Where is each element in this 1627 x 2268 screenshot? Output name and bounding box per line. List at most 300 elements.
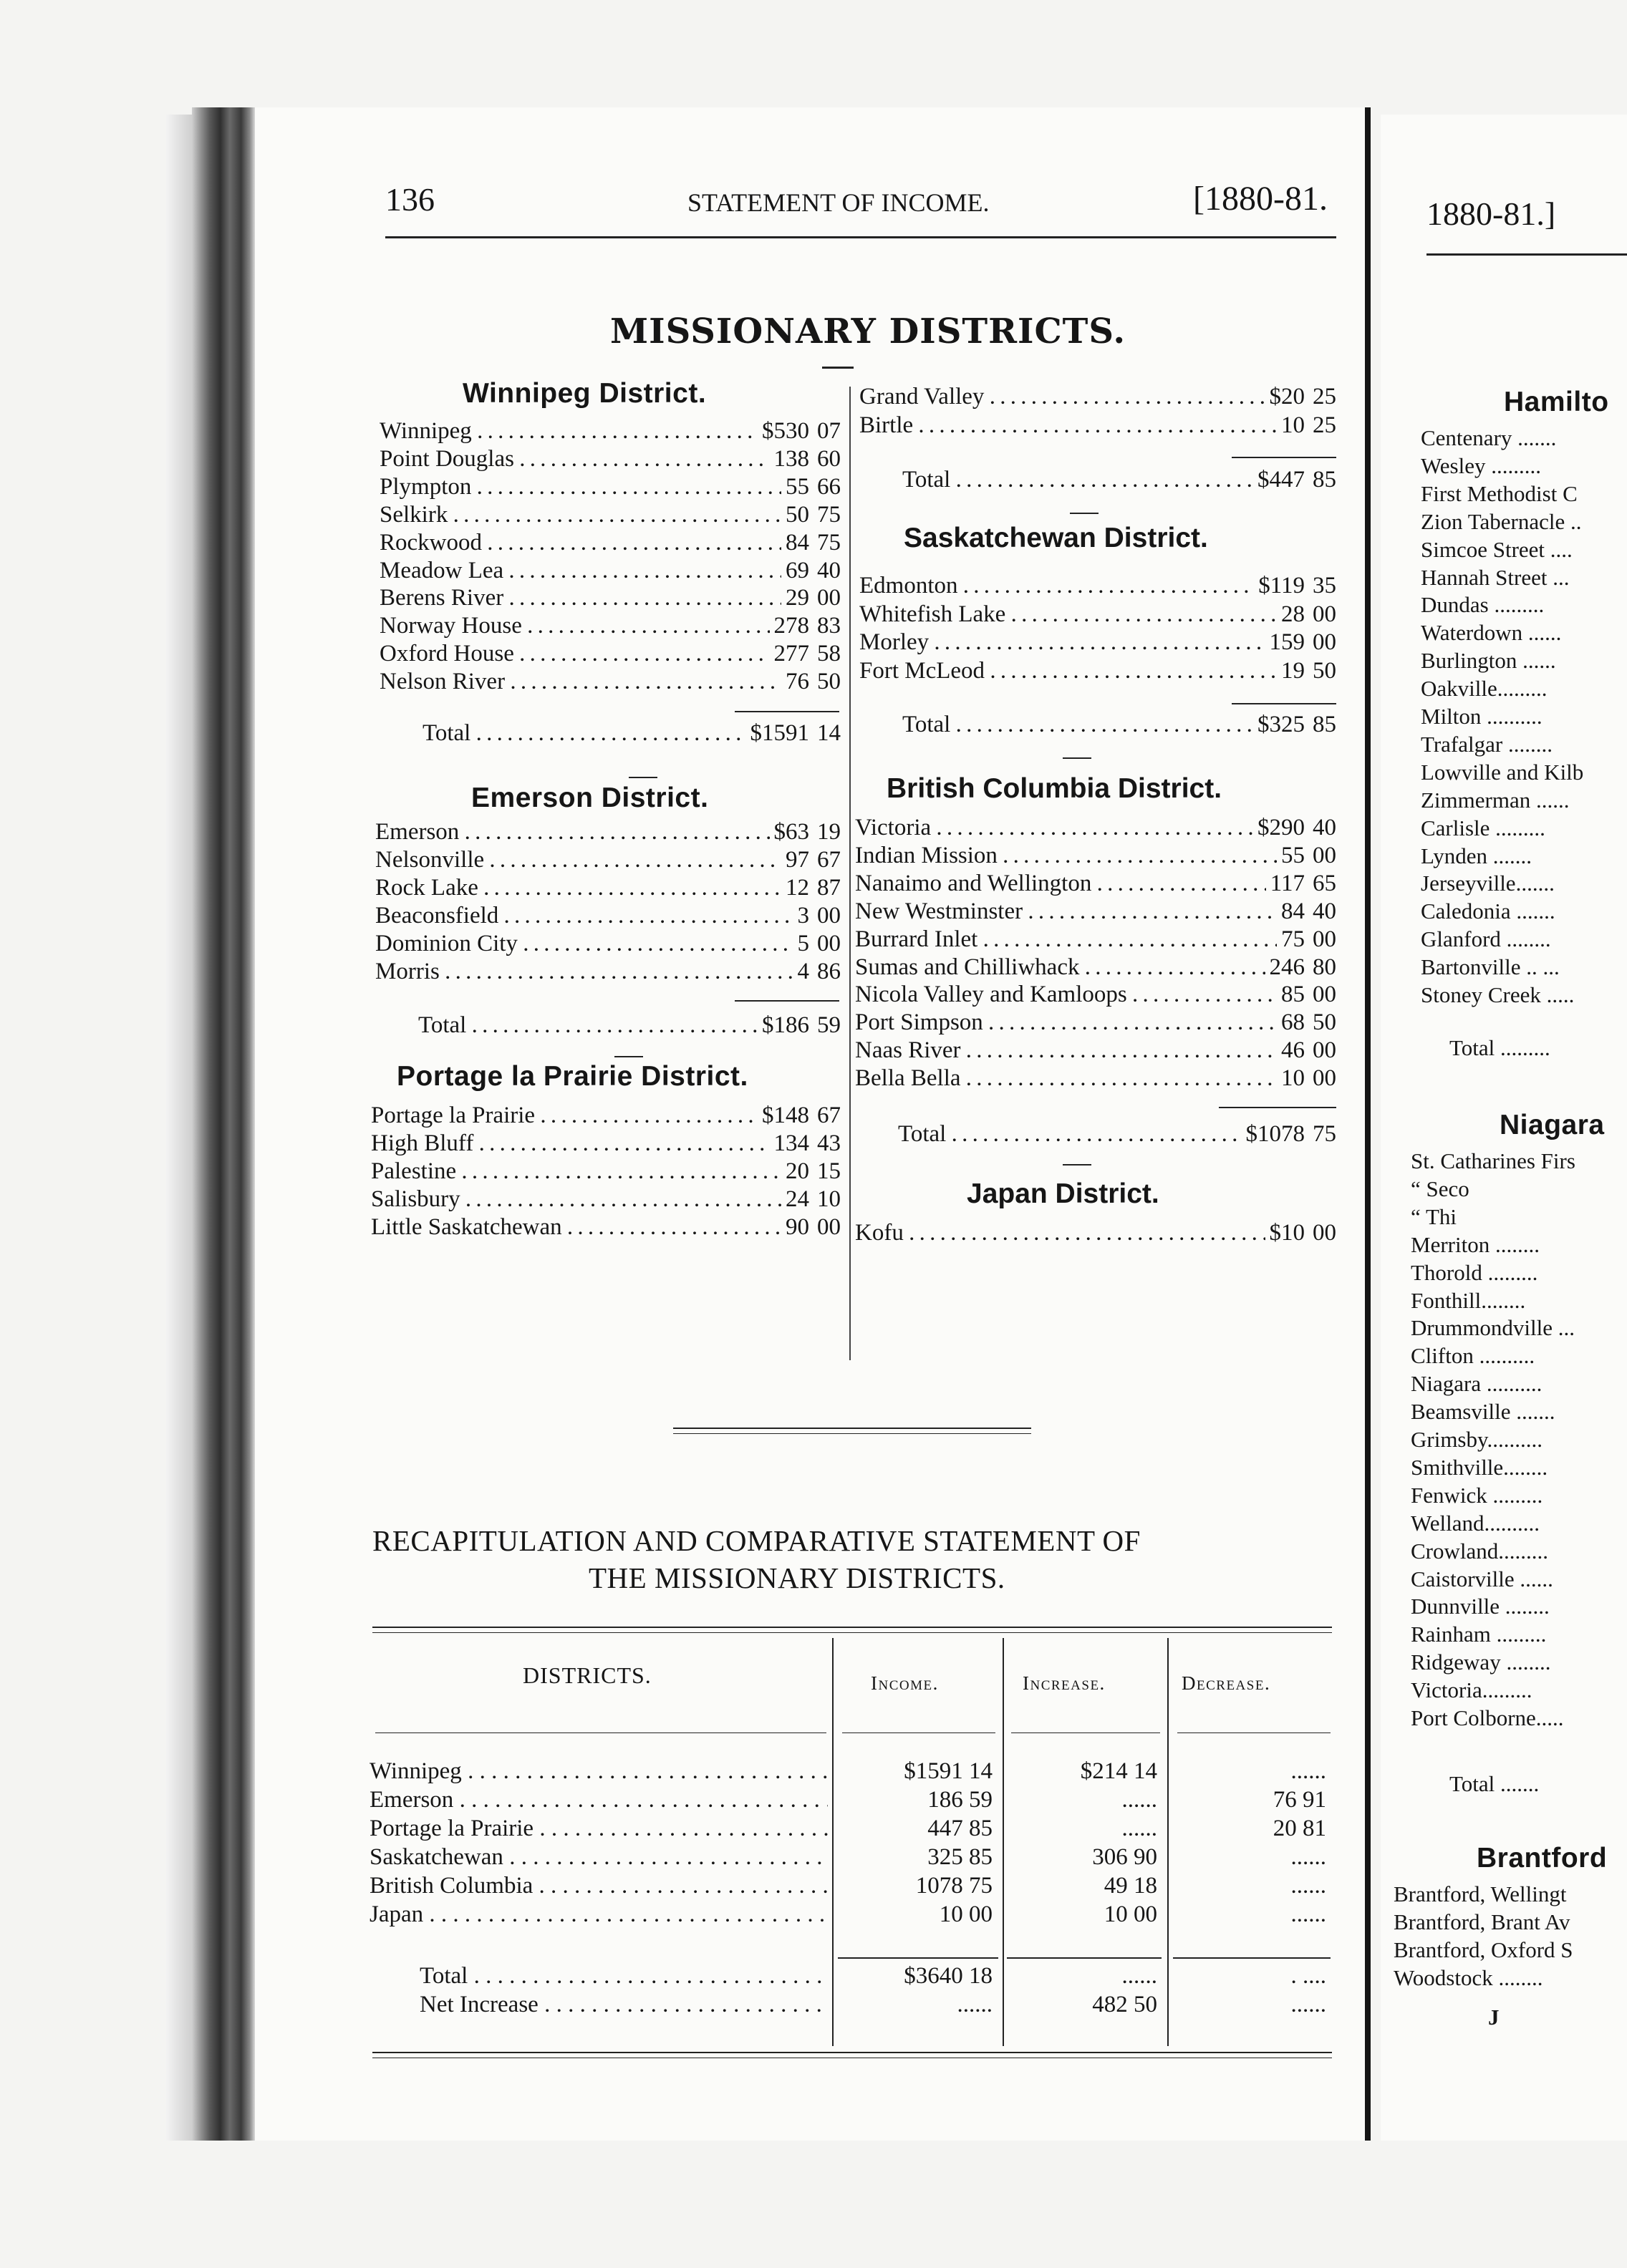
total-rule — [735, 1000, 839, 1002]
total-row — [859, 710, 1336, 739]
amount-cents: 86 — [817, 958, 841, 984]
district-separator — [1063, 757, 1091, 759]
item-name: Indian Mission . . . — [855, 841, 1336, 870]
amount-dollars: $1078 — [1245, 1121, 1305, 1147]
amount-dollars: 97 — [786, 846, 809, 873]
amount-dollars: 10 — [1281, 412, 1305, 438]
list-item: Oakville......... — [1421, 676, 1548, 702]
item-amount — [1277, 925, 1336, 954]
item-amount — [781, 556, 841, 585]
amount-dollars: 84 — [786, 529, 809, 556]
item-amount — [1277, 600, 1336, 629]
amount-dollars: 28 — [1281, 601, 1305, 627]
list-item — [380, 583, 841, 612]
amount-cents: 35 — [1313, 573, 1336, 598]
item-amount — [1277, 841, 1336, 870]
item-amount — [1265, 382, 1337, 411]
list-item: Thorold ......... — [1411, 1259, 1538, 1285]
column-divider — [849, 387, 851, 1360]
amount-dollars: $325 — [1257, 712, 1305, 737]
amount-dollars: 138 — [773, 445, 809, 472]
table-col-rule — [1167, 1638, 1169, 2046]
running-year: [1880-81. — [1193, 180, 1328, 218]
page-title: MISSIONARY DISTRICTS. — [610, 311, 1126, 352]
list-item — [375, 957, 841, 986]
district-heading-winnipeg: Winnipeg District. — [463, 378, 707, 409]
district-heading-japan: Japan District. — [967, 1178, 1159, 1209]
item-name: Winnipeg . . . — [380, 417, 841, 445]
list-item: Centenary ....... — [1421, 425, 1557, 450]
list-item: Brantford, Wellingt — [1394, 1881, 1567, 1906]
table-rule-top — [372, 1632, 1332, 1633]
recap-increase-cell: ...... — [1121, 1816, 1157, 1841]
amount-cents: 87 — [817, 874, 841, 901]
income-total-rule — [838, 1957, 998, 1959]
right-header-rule — [1426, 253, 1627, 256]
item-amount — [758, 1101, 841, 1130]
item-name: Emerson . . . — [375, 818, 841, 846]
amount-cents: 50 — [817, 669, 841, 695]
item-name: Rockwood . . . — [380, 528, 841, 557]
amount-dollars: 278 — [773, 613, 809, 639]
niagara-total: Total ....... — [1449, 1771, 1540, 1796]
item-amount — [1277, 897, 1336, 926]
amount-dollars: 12 — [786, 874, 809, 901]
right-heading-hamilton: Hamilto — [1504, 387, 1609, 417]
item-name: Port Simpson . . . — [855, 1008, 1336, 1037]
amount-cents: 50 — [1313, 657, 1336, 684]
item-amount — [793, 929, 841, 958]
amount-cents: 00 — [1313, 1220, 1336, 1246]
amount-cents: 00 — [1313, 982, 1336, 1008]
amount-dollars: $119 — [1258, 573, 1305, 598]
list-item — [855, 953, 1336, 982]
list-item: Waterdown ...... — [1421, 620, 1562, 646]
amount-cents: 67 — [817, 1102, 841, 1128]
item-name: Morley . . . — [859, 628, 1336, 656]
amount-dollars: $1591 — [750, 720, 809, 746]
list-item — [859, 411, 1336, 440]
list-item — [380, 611, 841, 640]
recap-district-name: Net Increase . . . — [420, 1990, 828, 2019]
item-name: Morris . . . — [375, 957, 841, 986]
amount-cents: 00 — [817, 902, 841, 929]
list-item: Carlisle ......... — [1421, 815, 1545, 840]
list-item — [380, 556, 841, 585]
recap-district-name: British Columbia . . . — [370, 1871, 828, 1900]
decrease-total-rule — [1173, 1957, 1331, 1959]
list-item: Victoria......... — [1411, 1677, 1532, 1703]
amount-dollars: $290 — [1257, 815, 1305, 840]
recap-district-name: Total . . . — [420, 1962, 828, 1990]
amount-cents: 00 — [1313, 629, 1336, 655]
amount-cents: 85 — [1313, 467, 1336, 493]
list-item: Drummondville ... — [1411, 1315, 1575, 1341]
item-amount — [781, 873, 841, 902]
recap-increase-cell: ...... — [1121, 1787, 1157, 1813]
recap-increase-cell: 10 00 — [1104, 1901, 1157, 1927]
item-amount — [770, 445, 841, 473]
amount-cents: 00 — [1313, 601, 1336, 627]
item-name: Edmonton . . . — [859, 571, 1336, 600]
amount-dollars: 19 — [1281, 657, 1305, 684]
amount-cents: 00 — [817, 1213, 841, 1240]
table-rule-top — [372, 1627, 1332, 1628]
list-item: Simcoe Street .... — [1421, 536, 1573, 562]
amount-cents: 15 — [817, 1158, 841, 1184]
item-name: Oxford House . . . — [380, 639, 841, 668]
amount-cents: 25 — [1313, 384, 1336, 410]
list-item — [371, 1101, 841, 1130]
amount-cents: 83 — [817, 613, 841, 639]
total-row — [380, 719, 841, 747]
header-underline — [842, 1732, 995, 1733]
district-heading-british-columbia: British Columbia District. — [887, 773, 1222, 804]
amount-cents: 00 — [817, 585, 841, 611]
item-name: Bella Bella . . . — [855, 1064, 1336, 1092]
recap-district-name: Emerson . . . — [370, 1785, 828, 1814]
district-separator — [1063, 1164, 1091, 1166]
amount-cents: 60 — [817, 445, 841, 472]
item-name: High Bluff . . . — [371, 1129, 841, 1158]
amount-cents: 00 — [1313, 926, 1336, 952]
list-item — [859, 571, 1336, 600]
amount-dollars: 85 — [1281, 982, 1305, 1008]
amount-dollars: 55 — [1281, 842, 1305, 868]
amount-dollars: 50 — [786, 501, 809, 528]
list-item — [855, 925, 1336, 954]
item-name: Kofu . . . — [855, 1218, 1336, 1247]
list-item — [380, 528, 841, 557]
list-item: Dundas ......... — [1421, 592, 1545, 618]
item-amount — [1277, 1064, 1336, 1092]
list-item — [375, 873, 841, 902]
item-amount — [781, 1213, 841, 1241]
right-page — [1381, 115, 1627, 2141]
col-header-increase: Increase. — [1023, 1672, 1106, 1694]
list-item: Burlington ...... — [1421, 648, 1556, 674]
header-underline — [1011, 1732, 1160, 1733]
list-item: Ridgeway ........ — [1411, 1649, 1551, 1675]
recap-decrease-cell: ...... — [1290, 1758, 1326, 1784]
item-name: Total . . . — [898, 1120, 1336, 1148]
item-name: New Westminster . . . — [855, 897, 1336, 926]
item-name: Salisbury . . . — [371, 1185, 841, 1213]
total-rule — [1219, 1107, 1336, 1108]
recap-increase-cell: 482 50 — [1092, 1992, 1157, 2017]
recap-increase-cell: 306 90 — [1092, 1844, 1157, 1870]
item-amount — [1277, 411, 1336, 440]
page-number: 136 — [385, 181, 435, 218]
col-header-districts: DISTRICTS. — [523, 1662, 652, 1688]
recap-income-cell: 325 85 — [927, 1844, 993, 1870]
running-title: STATEMENT OF INCOME. — [687, 188, 990, 217]
list-item — [855, 1036, 1336, 1065]
recap-income-cell: $1591 14 — [904, 1758, 993, 1784]
list-item — [371, 1213, 841, 1241]
amount-cents: 19 — [817, 819, 841, 845]
item-name: Portage la Prairie . . . — [371, 1101, 841, 1130]
list-item: Woodstock ........ — [1394, 1964, 1543, 1990]
list-item — [859, 600, 1336, 629]
list-item: Fonthill........ — [1411, 1287, 1526, 1313]
item-name: Little Saskatchewan . . . — [371, 1213, 841, 1241]
item-name: Naas River . . . — [855, 1036, 1336, 1065]
list-item — [371, 1129, 841, 1158]
list-item — [855, 980, 1336, 1009]
list-item — [380, 417, 841, 445]
amount-cents: 00 — [1313, 1065, 1336, 1092]
book-page-edges — [166, 115, 192, 2141]
amount-cents: 85 — [1313, 712, 1336, 737]
district-heading-saskatchewan: Saskatchewan District. — [904, 523, 1208, 553]
amount-cents: 40 — [817, 557, 841, 583]
item-amount — [770, 639, 841, 668]
recap-income-cell: 186 59 — [927, 1787, 993, 1813]
recap-title-line2: THE MISSIONARY DISTRICTS. — [589, 1561, 1005, 1594]
amount-dollars: 277 — [773, 641, 809, 667]
amount-cents: 14 — [817, 720, 841, 746]
amount-dollars: $186 — [762, 1012, 809, 1038]
list-item — [855, 841, 1336, 870]
amount-dollars: 10 — [1281, 1065, 1305, 1092]
amount-dollars: 159 — [1269, 629, 1305, 655]
amount-cents: 80 — [1313, 954, 1336, 980]
item-amount — [1242, 1120, 1337, 1148]
item-name: Point Douglas . . . — [380, 445, 841, 473]
list-item — [380, 445, 841, 473]
list-item — [380, 472, 841, 501]
list-item: Brantford, Oxford S — [1394, 1937, 1573, 1962]
amount-cents: 40 — [1313, 815, 1336, 840]
item-amount — [758, 1011, 841, 1040]
section-rule — [673, 1428, 1031, 1429]
list-item — [855, 1008, 1336, 1037]
list-item: Smithville........ — [1411, 1454, 1548, 1480]
list-item — [380, 500, 841, 529]
list-item: Niagara .......... — [1411, 1371, 1542, 1397]
amount-dollars: 84 — [1281, 898, 1305, 924]
amount-dollars: $148 — [762, 1102, 809, 1128]
list-item: Brantford, Brant Av — [1394, 1909, 1570, 1934]
item-amount — [781, 667, 841, 696]
list-item: First Methodist C — [1421, 480, 1578, 506]
table-rule-bottom — [372, 2052, 1332, 2053]
item-name: Sumas and Chilliwhack . . . — [855, 953, 1336, 982]
table-col-rule — [832, 1638, 834, 2046]
item-amount — [1265, 628, 1337, 656]
list-item: “ Thi — [1411, 1203, 1457, 1229]
list-item: Lynden ....... — [1421, 843, 1532, 868]
district-separator — [1070, 513, 1099, 514]
left-page — [255, 107, 1371, 2141]
amount-cents: 50 — [1313, 1009, 1336, 1036]
item-name: Plympton . . . — [380, 472, 841, 501]
list-item — [855, 869, 1336, 898]
district-heading-emerson: Emerson District. — [471, 782, 709, 813]
list-item: Dunnville ........ — [1411, 1594, 1550, 1619]
amount-dollars: 246 — [1269, 954, 1305, 980]
item-amount — [758, 417, 841, 445]
item-amount — [793, 901, 841, 930]
item-name: Nicola Valley and Kamloops . . . — [855, 980, 1336, 1009]
item-amount — [1254, 571, 1336, 600]
list-item — [371, 1157, 841, 1186]
amount-dollars: 90 — [786, 1213, 809, 1240]
list-item — [855, 813, 1336, 842]
amount-cents: 43 — [817, 1130, 841, 1156]
list-item — [855, 1064, 1336, 1092]
item-amount — [770, 1129, 841, 1158]
list-item: “ Seco — [1411, 1176, 1469, 1201]
header-underline — [375, 1732, 826, 1733]
amount-dollars: 24 — [786, 1186, 809, 1212]
list-item: Grimsby.......... — [1411, 1427, 1542, 1452]
list-item: Trafalgar ........ — [1421, 731, 1553, 757]
total-rule — [1232, 703, 1336, 704]
item-name: Berens River . . . — [380, 583, 841, 612]
amount-dollars: 5 — [797, 930, 809, 956]
page-running-head — [385, 180, 435, 218]
section-rule — [673, 1433, 1031, 1434]
item-name: Palestine . . . — [371, 1157, 841, 1186]
item-name: Dominion City . . . — [375, 929, 841, 958]
amount-dollars: 4 — [797, 958, 809, 984]
item-name: Total . . . — [902, 465, 1336, 494]
item-amount — [781, 845, 841, 874]
recap-decrease-cell: ...... — [1290, 1901, 1326, 1927]
item-amount — [1253, 465, 1336, 494]
item-name: Nelson River . . . — [380, 667, 841, 696]
recap-income-cell: ...... — [957, 1992, 993, 2017]
list-item: Glanford ........ — [1421, 926, 1551, 952]
list-item — [859, 656, 1336, 685]
item-amount — [770, 818, 841, 846]
list-item: Clifton .......... — [1411, 1343, 1535, 1369]
title-rule — [822, 367, 854, 369]
amount-cents: 07 — [817, 418, 841, 444]
amount-dollars: 134 — [773, 1130, 809, 1156]
list-item: Stoney Creek ..... — [1421, 982, 1575, 1007]
item-amount — [1266, 869, 1336, 898]
item-amount — [781, 500, 841, 529]
recap-title-line1: RECAPITULATION AND COMPARATIVE STATEMENT OF — [372, 1524, 1141, 1557]
recap-increase-cell: ...... — [1121, 1963, 1157, 1989]
item-name: Victoria . . . — [855, 813, 1336, 842]
list-item: Welland.......... — [1411, 1510, 1540, 1536]
recap-decrease-cell: ...... — [1290, 1992, 1326, 2017]
item-amount — [1277, 1036, 1336, 1065]
recap-increase-cell: 49 18 — [1104, 1873, 1157, 1899]
item-name: Total . . . — [418, 1011, 841, 1040]
list-item — [380, 639, 841, 668]
amount-cents: 75 — [817, 529, 841, 556]
item-name: Birtle . . . — [859, 411, 1336, 440]
item-amount — [781, 1157, 841, 1186]
item-name: Total . . . — [423, 719, 841, 747]
list-item — [855, 897, 1336, 926]
amount-dollars: 76 — [786, 669, 809, 695]
amount-dollars: 55 — [786, 473, 809, 500]
recap-district-name: Japan . . . — [370, 1900, 828, 1929]
amount-dollars: 68 — [1281, 1009, 1305, 1036]
item-amount — [1277, 656, 1336, 685]
recap-decrease-cell: ...... — [1290, 1873, 1326, 1899]
item-amount — [781, 1185, 841, 1213]
header-rule — [385, 236, 1336, 238]
amount-cents: 67 — [817, 846, 841, 873]
amount-cents: 00 — [1313, 842, 1336, 868]
item-amount — [1265, 953, 1337, 982]
list-item — [855, 1218, 1336, 1247]
right-page-year: 1880-81.] — [1426, 195, 1556, 232]
increase-total-rule — [1007, 1957, 1162, 1959]
recap-decrease-cell: 20 81 — [1273, 1816, 1326, 1841]
book-spine — [192, 107, 255, 2141]
amount-dollars: $20 — [1269, 384, 1305, 410]
list-item: Fenwick ......... — [1411, 1482, 1543, 1508]
list-item: Zion Tabernacle .. — [1421, 508, 1582, 534]
item-name: Beaconsfield . . . — [375, 901, 841, 930]
list-item — [375, 901, 841, 930]
item-amount — [1265, 1218, 1337, 1247]
list-item: Caledonia ....... — [1421, 898, 1555, 924]
item-name: Total . . . — [902, 710, 1336, 739]
item-amount — [1253, 710, 1336, 739]
amount-cents: 58 — [817, 641, 841, 667]
district-separator — [614, 1056, 643, 1057]
col-header-decrease: Decrease. — [1182, 1672, 1271, 1694]
item-amount — [746, 719, 841, 747]
item-amount — [781, 472, 841, 501]
list-item: Wesley ......... — [1421, 452, 1541, 478]
item-amount — [1253, 813, 1336, 842]
recap-income-cell: $3640 18 — [904, 1963, 993, 1989]
total-row — [859, 465, 1336, 494]
total-rule — [735, 711, 839, 712]
list-item: Lowville and Kilb — [1421, 759, 1584, 785]
amount-dollars: 20 — [786, 1158, 809, 1184]
list-item — [859, 628, 1336, 656]
recap-decrease-cell: . .... — [1290, 1963, 1326, 1989]
list-item — [375, 929, 841, 958]
list-item: Bartonville .. ... — [1421, 954, 1560, 980]
recap-income-cell: 10 00 — [939, 1901, 993, 1927]
item-amount — [781, 583, 841, 612]
recap-district-name: Portage la Prairie . . . — [370, 1814, 828, 1843]
list-item: Hannah Street ... — [1421, 564, 1570, 590]
header-underline — [1177, 1732, 1331, 1733]
item-name: Burrard Inlet . . . — [855, 925, 1336, 954]
amount-dollars: 69 — [786, 557, 809, 583]
amount-dollars: $63 — [773, 819, 809, 845]
amount-cents: 00 — [817, 930, 841, 956]
list-item: Milton .......... — [1421, 704, 1542, 729]
list-item: Crowland......... — [1411, 1538, 1549, 1564]
right-heading-niagara: Niagara — [1500, 1110, 1605, 1140]
item-name: Nanaimo and Wellington . . . — [855, 869, 1336, 898]
item-name: Rock Lake . . . — [375, 873, 841, 902]
item-name: Whitefish Lake . . . — [859, 600, 1336, 629]
item-name: Nelsonville . . . — [375, 845, 841, 874]
amount-dollars: 46 — [1281, 1037, 1305, 1064]
list-item — [859, 382, 1336, 411]
item-amount — [1277, 980, 1336, 1009]
item-amount — [770, 611, 841, 640]
amount-cents: 75 — [1313, 1121, 1336, 1147]
list-item — [371, 1185, 841, 1213]
amount-dollars: 117 — [1270, 870, 1305, 896]
